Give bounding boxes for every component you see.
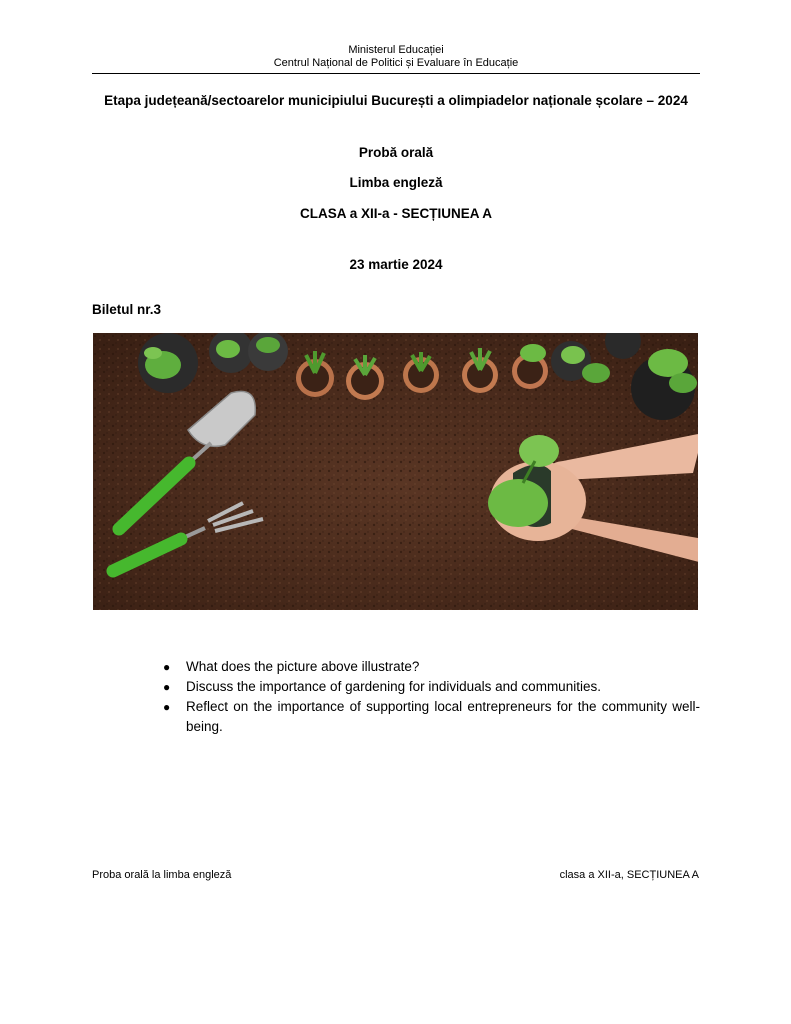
document-header bbox=[92, 44, 700, 70]
exam-title: Etapa județeană/sectoarelor municipiului București a olimpiadelor naționale școlare – 2024 bbox=[104, 93, 688, 108]
question-list bbox=[163, 657, 700, 737]
footer-left: Proba orală la limba engleză bbox=[92, 869, 232, 881]
exam-subject: Limba engleză bbox=[349, 175, 443, 190]
exam-class: CLASA a XII-a - SECȚIUNEA A bbox=[299, 206, 493, 221]
ministry-name: Ministerul Educației bbox=[348, 44, 444, 56]
gardening-photo bbox=[93, 333, 698, 610]
bullet-icon: ● bbox=[163, 660, 171, 674]
question-item bbox=[163, 677, 700, 697]
bullet-icon: ● bbox=[163, 680, 171, 694]
exam-trial: Probă orală bbox=[358, 145, 434, 160]
exam-date: 23 martie 2024 bbox=[349, 257, 443, 272]
question-item bbox=[163, 697, 700, 737]
question-text: Reflect on the importance of supporting local entrepreneurs for the community well-being. bbox=[186, 699, 700, 734]
bullet-icon: ● bbox=[163, 700, 171, 714]
question-text: Discuss the importance of gardening for individuals and communities. bbox=[186, 679, 601, 694]
question-item bbox=[163, 657, 700, 677]
footer-right: clasa a XII-a, SECȚIUNEA A bbox=[559, 869, 699, 881]
center-name: Centrul Național de Politici și Evaluare în Educație bbox=[273, 57, 519, 69]
ticket-number: Biletul nr.3 bbox=[92, 302, 162, 317]
question-text: What does the picture above illustrate? bbox=[186, 659, 420, 674]
header-divider bbox=[92, 73, 700, 74]
